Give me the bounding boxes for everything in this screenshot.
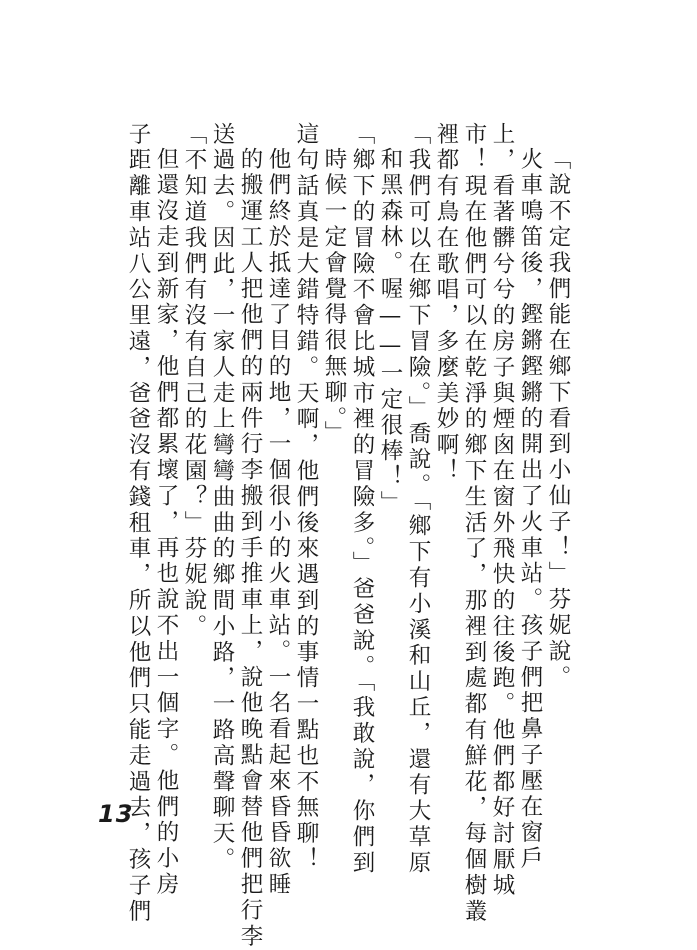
text-column-7: 和黑森林。喔——一定很棒！」	[377, 147, 403, 517]
text-column-16: 子距離車站八公里遠，爸爸沒有錢租車，所以他們只能走過去，孩子們	[125, 122, 151, 925]
text-column-13: 送過去。因此，一家人走上彎彎曲曲的鄉間小路，一路高聲聊天。	[209, 122, 235, 874]
text-column-14: 「不知道我們有沒有自己的花園？」芬妮說。	[181, 122, 207, 640]
text-column-15: 但還沒走到新家，他們都累壞了，再也說不出一個字。他們的小房	[153, 147, 179, 899]
text-column-2: 火車鳴笛後，鏗鏘鏗鏘的開出了火車站。孩子們把鼻子壓在窗戶	[517, 147, 543, 873]
text-column-8: 「鄉下的冒險不會比城市裡的冒險多。」爸爸說。「我敢說，你們到	[349, 122, 375, 877]
text-column-3: 上，看著髒兮兮的房子與煙囪在窗外飛快的往後跑。他們都好討厭城	[489, 122, 515, 899]
text-column-10: 這句話真是大錯特錯。天啊，他們後來遇到的事情一點也不無聊！	[293, 122, 319, 874]
text-column-11: 他們終於抵達了目的地，一個很小的火車站。一名看起來昏昏欲睡	[265, 147, 291, 899]
text-column-12: 的搬運工人把他們的兩件行李搬到手推車上，說他晚點會替他們把行李	[237, 147, 263, 950]
text-column-5: 裡都有鳥在歌唱，多麼美妙啊！	[433, 122, 459, 485]
page-number: 13	[98, 800, 134, 828]
text-column-4: 市！現在他們可以在乾淨的鄉下生活了，那裡到處都有鮮花，每個樹叢	[461, 122, 487, 925]
text-column-6: 「我們可以在鄉下冒險。」喬說。「鄉下有小溪和山丘，還有大草原	[405, 122, 431, 877]
text-column-1: 「說不定我們能在鄉下看到小仙子！」芬妮說。	[545, 147, 571, 691]
text-column-9: 時候一定會覺得很無聊。」	[321, 147, 347, 447]
